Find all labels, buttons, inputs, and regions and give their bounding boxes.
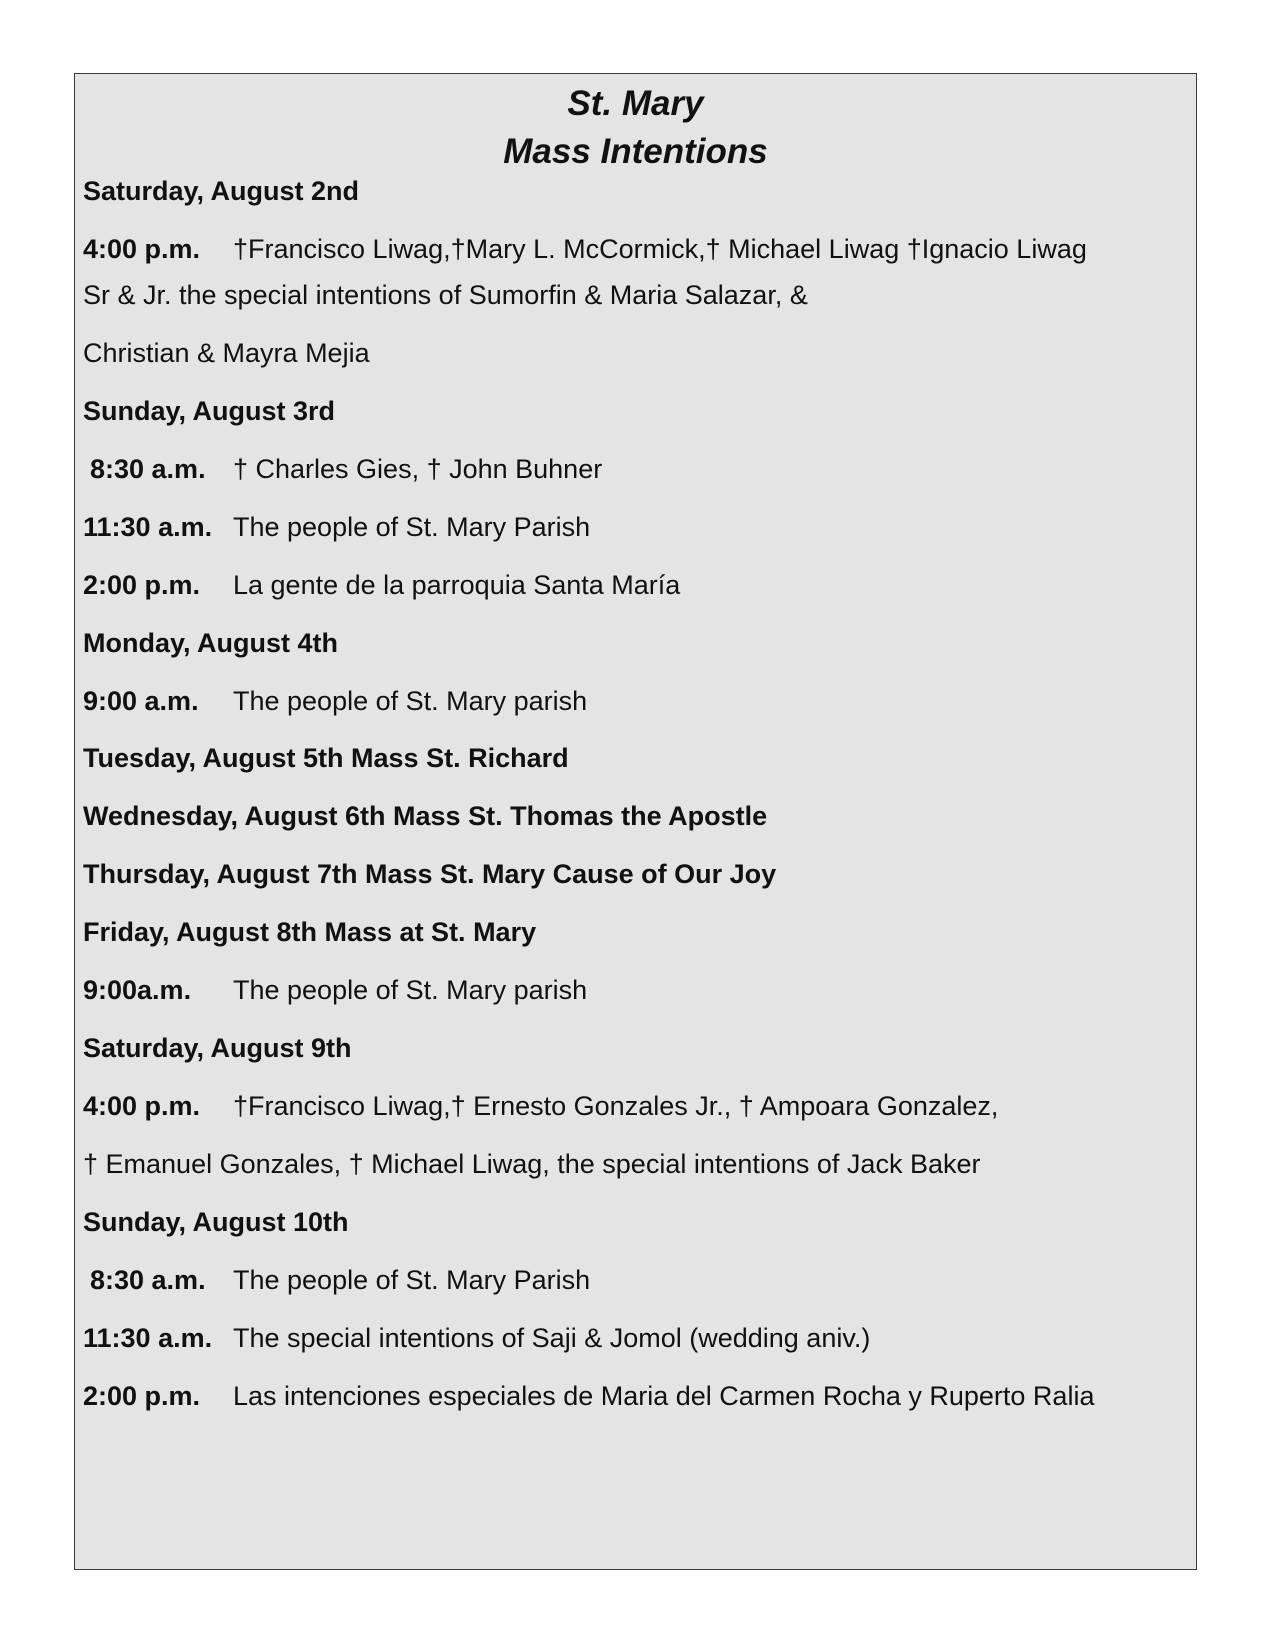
intention-text: The people of St. Mary parish xyxy=(233,975,588,1005)
day-heading-sun-aug3: Sunday, August 3rd xyxy=(83,396,336,426)
mass-time: 11:30 a.m. xyxy=(83,1323,213,1353)
day-heading-mon-aug4: Monday, August 4th xyxy=(83,628,338,658)
mass-intentions-panel xyxy=(74,73,1197,1570)
day-heading-sat-aug9: Saturday, August 9th xyxy=(83,1033,352,1063)
intention-text: The people of St. Mary Parish xyxy=(233,1265,591,1295)
intention-text: †Francisco Liwag,† Ernesto Gonzales Jr., † Ampoara Gonzalez, xyxy=(233,1091,999,1121)
intention-line xyxy=(83,511,590,543)
day-heading-fri-aug8: Friday, August 8th Mass at St. Mary xyxy=(83,917,537,947)
intention-line xyxy=(83,569,680,601)
day-heading-sun-aug10: Sunday, August 10th xyxy=(83,1207,349,1237)
intention-continuation: Christian & Mayra Mejia xyxy=(83,338,370,368)
day-heading-thu-aug7: Thursday, August 7th Mass St. Mary Cause of Our Joy xyxy=(83,859,777,889)
intention-continuation: † Emanuel Gonzales, † Michael Liwag, the special intentions of Jack Baker xyxy=(83,1149,981,1179)
page-subtitle: Mass Intentions xyxy=(503,132,768,171)
mass-time: 8:30 a.m. xyxy=(90,454,206,484)
mass-time: 11:30 a.m. xyxy=(83,512,213,542)
mass-time: 8:30 a.m. xyxy=(90,1265,206,1295)
mass-time: 4:00 p.m. xyxy=(83,1091,201,1121)
intention-text: The people of St. Mary Parish xyxy=(233,512,591,542)
intention-text: La gente de la parroquia Santa María xyxy=(233,570,681,600)
intention-line xyxy=(83,685,587,717)
intention-text: † Charles Gies, † John Buhner xyxy=(233,454,603,484)
intention-line xyxy=(83,974,587,1006)
day-heading-tue-aug5: Tuesday, August 5th Mass St. Richard xyxy=(83,743,569,773)
mass-time: 2:00 p.m. xyxy=(83,570,201,600)
intention-line xyxy=(83,453,602,485)
intention-line xyxy=(83,233,1087,265)
intention-continuation: Sr & Jr. the special intentions of Sumorfin & Maria Salazar, & xyxy=(83,280,808,310)
intention-line xyxy=(83,1090,998,1122)
intention-line xyxy=(83,1264,590,1296)
intention-text: Las intenciones especiales de Maria del Carmen Rocha y Ruperto Ralia xyxy=(233,1381,1095,1411)
mass-time: 4:00 p.m. xyxy=(83,234,201,264)
page-title: St. Mary xyxy=(567,84,704,123)
intention-text: The special intentions of Saji & Jomol (wedding aniv.) xyxy=(233,1323,871,1353)
intention-line xyxy=(83,1322,870,1354)
mass-time: 2:00 p.m. xyxy=(83,1381,201,1411)
intention-text: The people of St. Mary parish xyxy=(233,686,588,716)
day-heading-sat-aug2: Saturday, August 2nd xyxy=(83,176,360,206)
mass-time: 9:00 a.m. xyxy=(83,686,199,716)
day-heading-wed-aug6: Wednesday, August 6th Mass St. Thomas the Apostle xyxy=(83,801,768,831)
mass-time: 9:00a.m. xyxy=(83,975,192,1005)
intention-text: †Francisco Liwag,†Mary L. McCormick,† Michael Liwag †Ignacio Liwag xyxy=(233,234,1087,264)
intention-line xyxy=(83,1380,1094,1412)
